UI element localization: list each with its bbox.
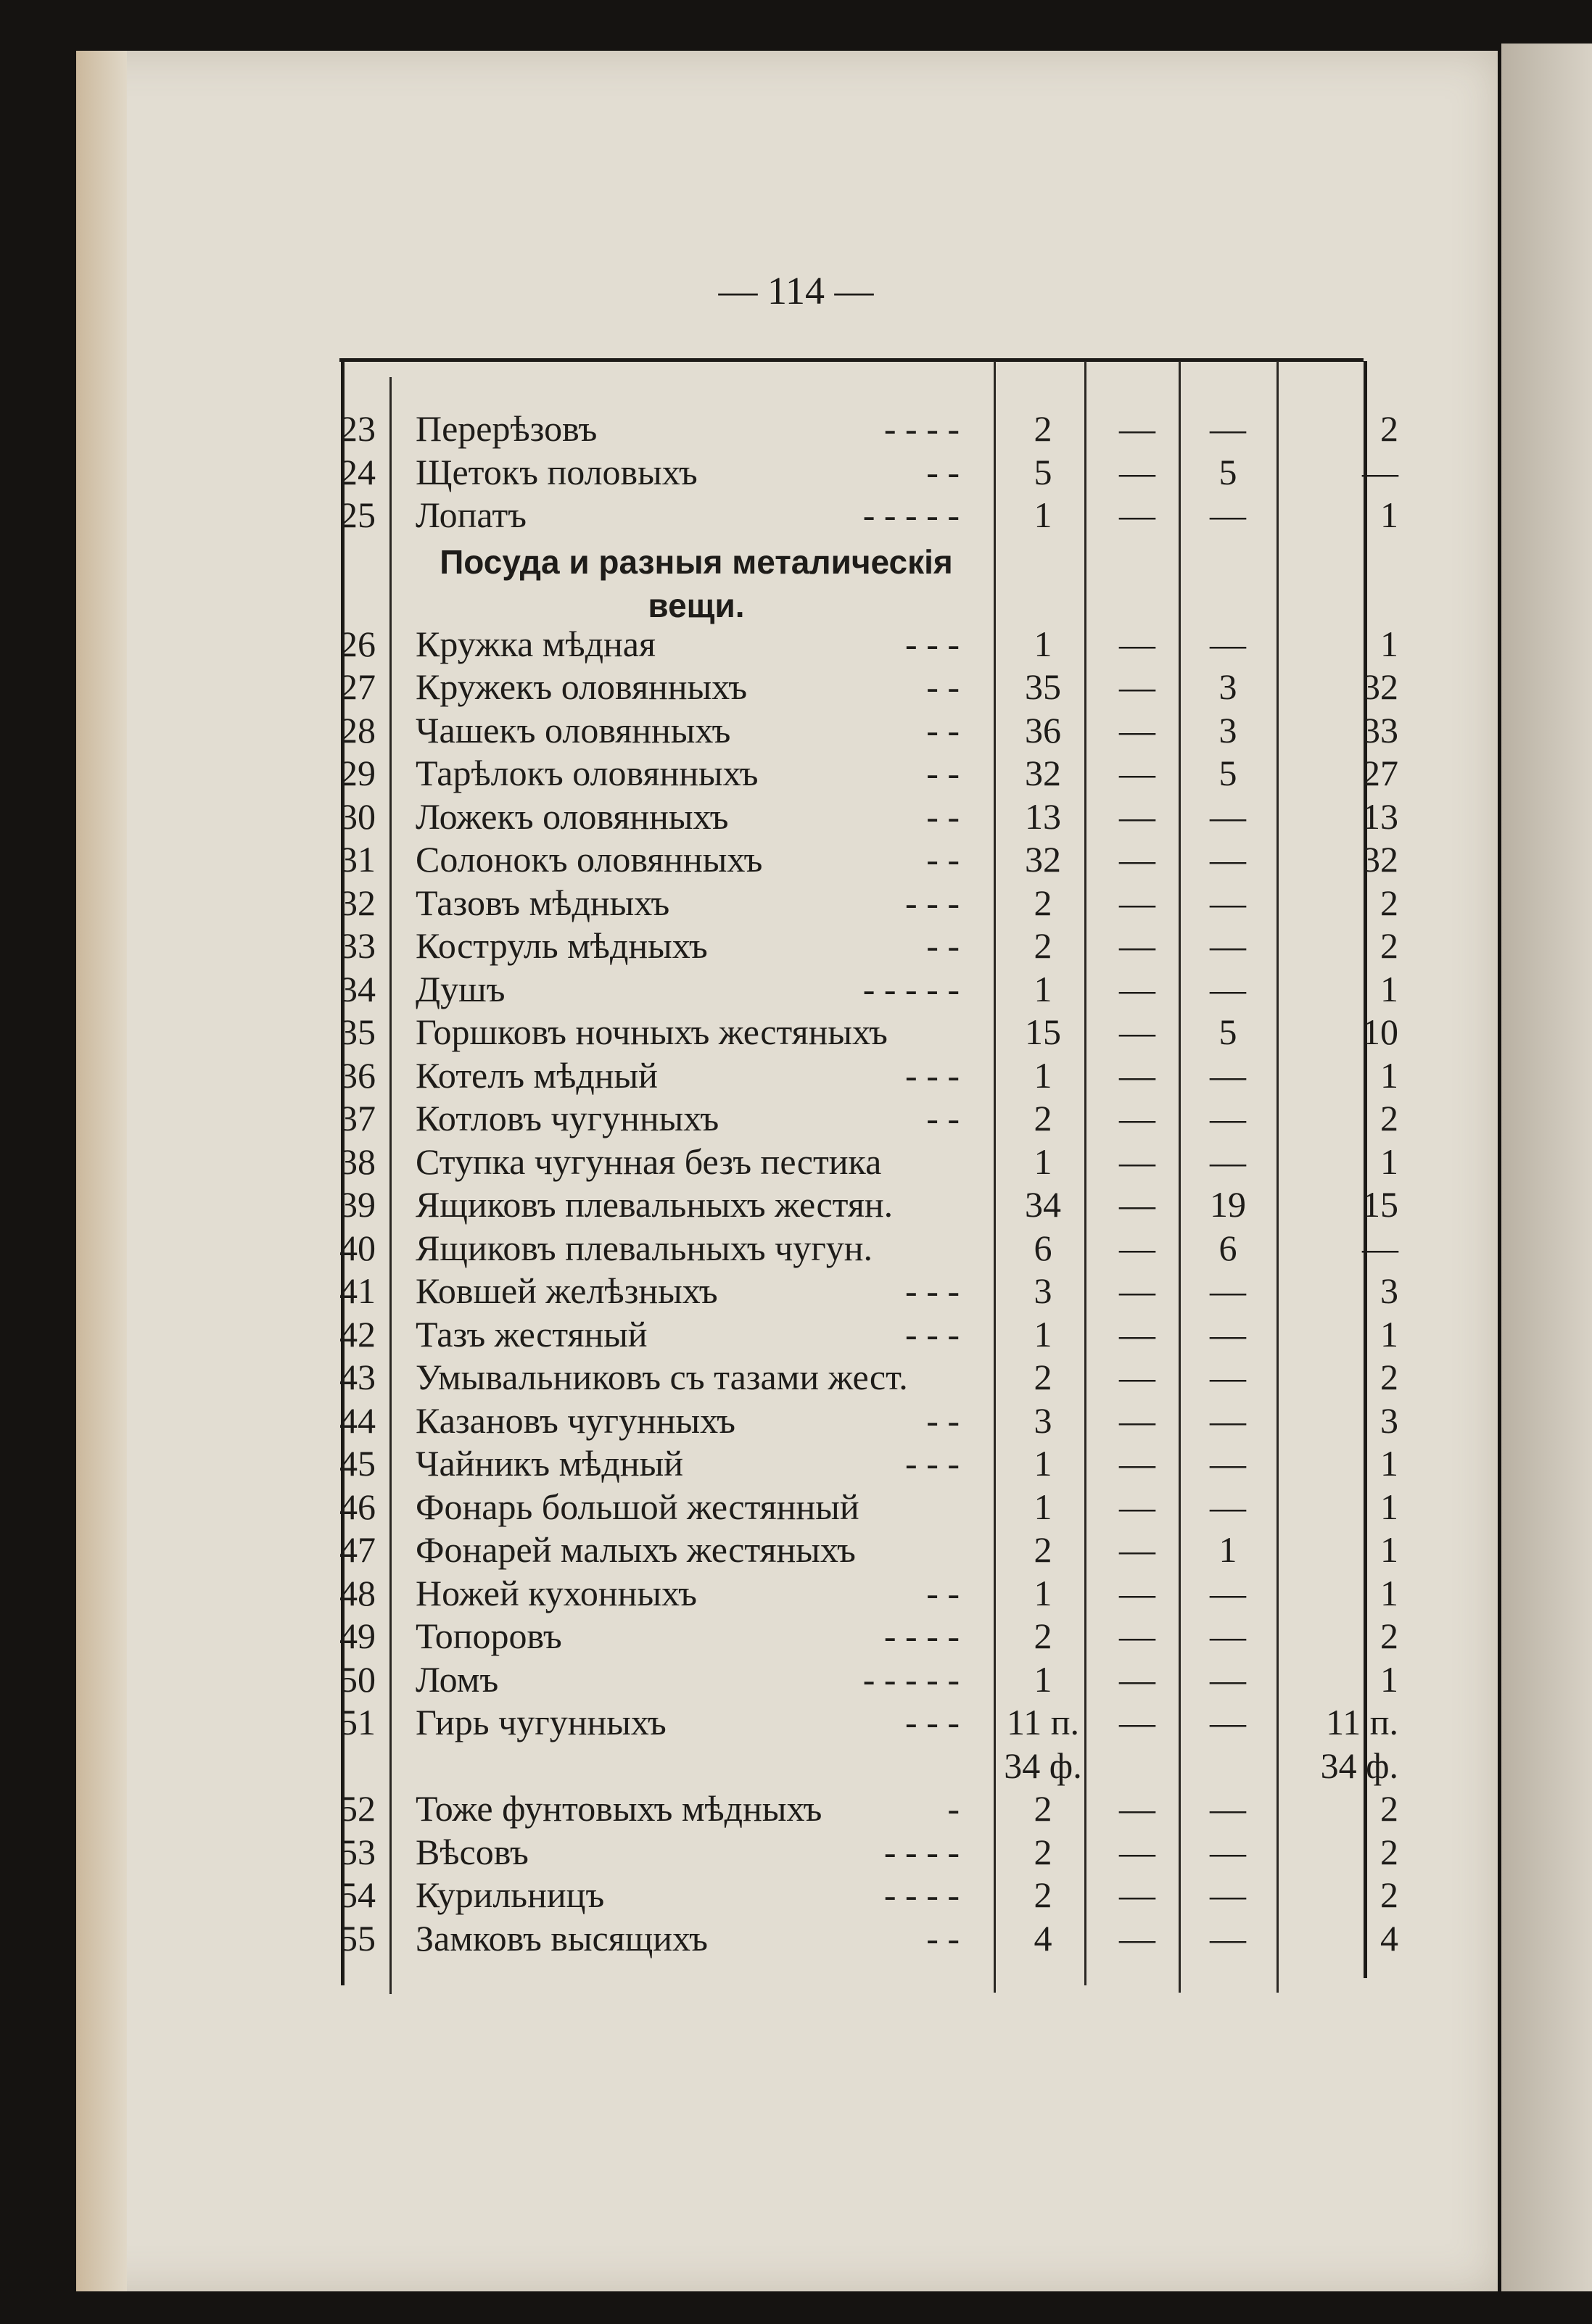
qty-col3: 5: [1218, 1012, 1237, 1052]
qty-remaining: 34 ф.: [1320, 1745, 1398, 1786]
leader-dashes: - - - - -: [862, 1658, 960, 1700]
leader-dashes: - -: [926, 795, 960, 837]
qty-remaining: 3: [1380, 1399, 1398, 1441]
table-row: [339, 1787, 1398, 1829]
qty-total: 2: [1034, 1357, 1052, 1397]
item-name: Кружекъ оловянныхъ: [416, 666, 748, 707]
qty-col3: —: [1210, 1141, 1246, 1182]
qty-col3: —: [1210, 925, 1246, 966]
row-number: 45: [339, 1443, 376, 1484]
qty-col3: —: [1210, 1658, 1246, 1700]
table-row: [339, 1529, 1398, 1571]
row-number: 30: [339, 795, 376, 837]
row-number: 24: [339, 451, 376, 492]
qty-total: 2: [1034, 1098, 1052, 1138]
qty-total: 1: [1034, 1054, 1052, 1096]
row-number: 50: [339, 1658, 376, 1700]
leader-dashes: - -: [926, 925, 960, 966]
table-row: [339, 1442, 1398, 1484]
qty-col3: —: [1210, 1399, 1246, 1441]
qty-col2: —: [1119, 1098, 1155, 1138]
leader-dashes: - -: [926, 666, 960, 707]
qty-remaining: 1: [1380, 1443, 1398, 1484]
qty-total: 3: [1034, 1399, 1052, 1441]
qty-col2: —: [1119, 1054, 1155, 1096]
table-row: [339, 1658, 1398, 1700]
qty-total: 1: [1034, 1141, 1052, 1182]
qty-col3: —: [1210, 1313, 1246, 1355]
qty-col3: —: [1210, 408, 1246, 449]
qty-remaining: 2: [1380, 1831, 1398, 1872]
item-name: Ящиковъ плевальныхъ жестян.: [416, 1184, 894, 1225]
qty-total: 4: [1034, 1917, 1052, 1959]
row-number: 55: [339, 1917, 376, 1959]
item-name: Фонарь большой жестянный: [416, 1486, 859, 1527]
table-row: [339, 1745, 1398, 1787]
row-number: 49: [339, 1616, 376, 1656]
table-row: [339, 1313, 1398, 1355]
qty-remaining: 1: [1380, 1529, 1398, 1570]
table-row: [339, 795, 1398, 838]
item-name: Топоровъ: [416, 1616, 562, 1656]
qty-remaining: 1: [1380, 1313, 1398, 1355]
leader-dashes: - -: [926, 1917, 960, 1959]
row-number: 36: [339, 1054, 376, 1096]
qty-total: 2: [1034, 925, 1052, 966]
qty-remaining: 33: [1362, 709, 1398, 750]
leader-dashes: - -: [926, 839, 960, 880]
table-row: [339, 1141, 1398, 1183]
qty-col2: —: [1119, 795, 1155, 837]
leader-dashes: - - -: [905, 1270, 960, 1311]
qty-remaining: 10: [1362, 1012, 1398, 1052]
qty-col3: —: [1210, 795, 1246, 837]
qty-total: 2: [1034, 1831, 1052, 1872]
qty-remaining: 1: [1380, 1486, 1398, 1527]
qty-col2: —: [1119, 1788, 1155, 1829]
qty-total: 1: [1034, 1313, 1052, 1355]
qty-remaining: —: [1362, 1227, 1398, 1268]
qty-remaining: 2: [1380, 1788, 1398, 1829]
row-number: 34: [339, 968, 376, 1009]
qty-col3: —: [1210, 623, 1246, 664]
table-row: [339, 1356, 1398, 1398]
table-row: [339, 1874, 1398, 1916]
qty-col2: —: [1119, 1227, 1155, 1268]
qty-total: 11 п.: [1007, 1702, 1079, 1742]
qty-total: 32: [1025, 753, 1061, 793]
leader-dashes: - -: [926, 1399, 960, 1441]
qty-remaining: 1: [1380, 623, 1398, 664]
item-name: Ломъ: [416, 1658, 499, 1700]
table-row: [339, 925, 1398, 967]
item-name: Тазовъ мѣдныхъ: [416, 882, 670, 923]
qty-total: 2: [1034, 1874, 1052, 1915]
qty-col2: —: [1119, 1529, 1155, 1570]
qty-remaining: 2: [1380, 1874, 1398, 1915]
qty-remaining: 1: [1380, 1141, 1398, 1182]
qty-total: 1: [1034, 1443, 1052, 1484]
row-number: 54: [339, 1874, 376, 1915]
qty-col2: —: [1119, 709, 1155, 750]
table-row: [339, 666, 1398, 708]
item-name: Тазъ жестяный: [416, 1313, 648, 1355]
row-number: 23: [339, 408, 376, 449]
qty-total: 5: [1034, 451, 1052, 492]
qty-col3: 19: [1210, 1184, 1246, 1225]
leader-dashes: - - -: [905, 623, 960, 664]
qty-col2: —: [1119, 1443, 1155, 1484]
leader-dashes: -: [947, 1788, 960, 1829]
table-row: [339, 1270, 1398, 1312]
qty-col2: —: [1119, 1313, 1155, 1355]
qty-col3: 1: [1218, 1529, 1237, 1570]
item-name: Щетокъ половыхъ: [416, 451, 698, 492]
qty-col2: —: [1119, 1141, 1155, 1182]
qty-col2: —: [1119, 1486, 1155, 1527]
leader-dashes: - -: [926, 1572, 960, 1613]
qty-col3: 5: [1218, 753, 1237, 793]
qty-total: 2: [1034, 882, 1052, 923]
qty-col2: —: [1119, 495, 1155, 535]
row-number: 48: [339, 1572, 376, 1613]
item-name: Ножей кухонныхъ: [416, 1572, 697, 1613]
qty-total: 6: [1034, 1227, 1052, 1268]
table-row: [339, 1097, 1398, 1139]
qty-col3: —: [1210, 495, 1246, 535]
qty-col2: —: [1119, 1012, 1155, 1052]
leader-dashes: - -: [926, 451, 960, 492]
item-name: Тоже фунтовыхъ мѣдныхъ: [416, 1788, 822, 1829]
table-row: [339, 1615, 1398, 1657]
qty-total: 15: [1025, 1012, 1061, 1052]
item-name: Чашекъ оловянныхъ: [416, 709, 731, 750]
qty-total: 35: [1025, 666, 1061, 707]
item-name: Солонокъ оловянныхъ: [416, 839, 763, 880]
qty-col3: —: [1210, 1702, 1246, 1742]
item-name: Гирь чугунныхъ: [416, 1702, 667, 1742]
leader-dashes: - - - - -: [862, 495, 960, 535]
qty-col3: —: [1210, 1098, 1246, 1138]
qty-total: 2: [1034, 1616, 1052, 1656]
qty-remaining: 1: [1380, 1658, 1398, 1700]
row-number: 51: [339, 1702, 376, 1742]
qty-remaining: 11 п.: [1326, 1702, 1398, 1742]
table-row: [339, 494, 1398, 536]
row-number: 42: [339, 1313, 376, 1355]
qty-col3: 3: [1218, 666, 1237, 707]
item-name: Ложекъ оловянныхъ: [416, 795, 729, 837]
qty-col3: —: [1210, 1831, 1246, 1872]
row-number: 37: [339, 1098, 376, 1138]
qty-total: 2: [1034, 1529, 1052, 1570]
item-name: Курильницъ: [416, 1874, 605, 1915]
qty-total: 1: [1034, 1658, 1052, 1700]
qty-total: 1: [1034, 495, 1052, 535]
qty-total: 3: [1034, 1270, 1052, 1311]
item-name: Казановъ чугунныхъ: [416, 1399, 736, 1441]
qty-remaining: 4: [1380, 1917, 1398, 1959]
item-name: Котловъ чугунныхъ: [416, 1098, 719, 1138]
row-number: 40: [339, 1227, 376, 1268]
qty-total: 1: [1034, 1572, 1052, 1613]
table-row: [339, 1831, 1398, 1873]
row-number: 28: [339, 709, 376, 750]
leader-dashes: - -: [926, 1098, 960, 1138]
qty-col2: —: [1119, 1658, 1155, 1700]
table-row: [339, 1399, 1398, 1442]
qty-total: 34 ф.: [1004, 1745, 1082, 1786]
page-number: — 114 —: [718, 269, 874, 313]
leader-dashes: - - -: [905, 1702, 960, 1742]
item-name: Ступка чугунная безъ пестика: [416, 1141, 882, 1182]
row-number: 38: [339, 1141, 376, 1182]
qty-total: 13: [1025, 795, 1061, 837]
leader-dashes: - - - -: [883, 408, 960, 449]
qty-remaining: 1: [1380, 495, 1398, 535]
leader-dashes: - - -: [905, 1313, 960, 1355]
item-name: Лопатъ: [416, 495, 527, 535]
leader-dashes: - - - -: [883, 1616, 960, 1656]
item-name: Коструль мѣдныхъ: [416, 925, 708, 966]
table-row: [339, 968, 1398, 1010]
table-row: [339, 408, 1398, 450]
qty-col2: —: [1119, 1917, 1155, 1959]
table-row: [339, 752, 1398, 794]
qty-remaining: 2: [1380, 1098, 1398, 1138]
qty-col3: —: [1210, 1788, 1246, 1829]
qty-col3: —: [1210, 968, 1246, 1009]
qty-total: 2: [1034, 408, 1052, 449]
section-heading: Посуда и разныя металическія вещи.: [440, 543, 953, 624]
qty-col2: —: [1119, 1399, 1155, 1441]
qty-col2: —: [1119, 1702, 1155, 1742]
table-row: [339, 1054, 1398, 1096]
qty-remaining: 15: [1362, 1184, 1398, 1225]
table-row: [339, 1486, 1398, 1528]
qty-total: 34: [1025, 1184, 1061, 1225]
qty-col3: —: [1210, 1917, 1246, 1959]
qty-col3: —: [1210, 1270, 1246, 1311]
qty-total: 36: [1025, 709, 1061, 750]
row-number: 44: [339, 1399, 376, 1441]
qty-col3: —: [1210, 839, 1246, 880]
qty-remaining: 2: [1380, 1357, 1398, 1397]
table-row: [339, 1227, 1398, 1269]
row-number: 27: [339, 666, 376, 707]
row-number: 41: [339, 1270, 376, 1311]
row-number: 53: [339, 1831, 376, 1872]
qty-remaining: 2: [1380, 925, 1398, 966]
qty-remaining: 1: [1380, 968, 1398, 1009]
qty-total: 1: [1034, 1486, 1052, 1527]
table-row: [339, 1011, 1398, 1053]
item-name: Тарѣлокъ оловянныхъ: [416, 753, 759, 793]
item-name: Чайникъ мѣдный: [416, 1443, 683, 1484]
qty-col2: —: [1119, 839, 1155, 880]
row-number: 33: [339, 925, 376, 966]
qty-total: 1: [1034, 623, 1052, 664]
qty-col3: —: [1210, 882, 1246, 923]
item-name: Замковъ высящихъ: [416, 1917, 708, 1959]
leader-dashes: - - - - -: [862, 968, 960, 1009]
item-name: Душъ: [416, 968, 506, 1009]
qty-remaining: 3: [1380, 1270, 1398, 1311]
qty-col3: —: [1210, 1616, 1246, 1656]
qty-col3: —: [1210, 1486, 1246, 1527]
item-name: Кружка мѣдная: [416, 623, 656, 664]
qty-col2: —: [1119, 925, 1155, 966]
leader-dashes: - - - -: [883, 1831, 960, 1872]
row-number: 31: [339, 839, 376, 880]
row-number: 46: [339, 1486, 376, 1527]
qty-col2: —: [1119, 1572, 1155, 1613]
leader-dashes: - - -: [905, 882, 960, 923]
item-name: Умывальниковъ съ тазами жест.: [416, 1357, 908, 1397]
item-name: Котелъ мѣдный: [416, 1054, 658, 1096]
qty-col2: —: [1119, 753, 1155, 793]
row-number: 35: [339, 1012, 376, 1052]
row-number: 52: [339, 1788, 376, 1829]
qty-col3: —: [1210, 1357, 1246, 1397]
qty-col2: —: [1119, 623, 1155, 664]
qty-col2: —: [1119, 1357, 1155, 1397]
qty-col2: —: [1119, 882, 1155, 923]
table-row: [339, 1701, 1398, 1743]
qty-col2: —: [1119, 451, 1155, 492]
row-number: 43: [339, 1357, 376, 1397]
qty-remaining: —: [1362, 451, 1398, 492]
table-row: [339, 623, 1398, 665]
qty-remaining: 2: [1380, 408, 1398, 449]
leader-dashes: - - -: [905, 1443, 960, 1484]
qty-col2: —: [1119, 1184, 1155, 1225]
qty-total: 32: [1025, 839, 1061, 880]
row-number: 39: [339, 1184, 376, 1225]
qty-col2: —: [1119, 1616, 1155, 1656]
qty-col2: —: [1119, 408, 1155, 449]
row-number: 32: [339, 882, 376, 923]
qty-col3: 5: [1218, 451, 1237, 492]
qty-col3: 6: [1218, 1227, 1237, 1268]
table-row: [339, 1183, 1398, 1225]
leader-dashes: - -: [926, 709, 960, 750]
qty-remaining: 13: [1362, 795, 1398, 837]
item-name: Фонарей малыхъ жестяныхъ: [416, 1529, 856, 1570]
qty-col3: —: [1210, 1054, 1246, 1096]
qty-total: 2: [1034, 1788, 1052, 1829]
qty-remaining: 2: [1380, 1616, 1398, 1656]
table-row: [339, 1572, 1398, 1614]
qty-remaining: 1: [1380, 1572, 1398, 1613]
row-number: 25: [339, 495, 376, 535]
qty-col3: —: [1210, 1874, 1246, 1915]
table-row: [339, 451, 1398, 493]
item-name: Вѣсовъ: [416, 1831, 529, 1872]
qty-col2: —: [1119, 1874, 1155, 1915]
qty-remaining: 27: [1362, 753, 1398, 793]
table-row: [339, 709, 1398, 751]
table-row: [339, 882, 1398, 924]
qty-col2: —: [1119, 968, 1155, 1009]
leader-dashes: - - -: [905, 1054, 960, 1096]
qty-remaining: 32: [1362, 839, 1398, 880]
leader-dashes: - -: [926, 753, 960, 793]
item-name: Перерѣзовъ: [416, 408, 598, 449]
qty-col3: 3: [1218, 709, 1237, 750]
row-number: 47: [339, 1529, 376, 1570]
table-row: [339, 838, 1398, 880]
qty-col3: —: [1210, 1443, 1246, 1484]
item-name: Ящиковъ плевальныхъ чугун.: [416, 1227, 873, 1268]
qty-total: 1: [1034, 968, 1052, 1009]
qty-col2: —: [1119, 1831, 1155, 1872]
qty-remaining: 2: [1380, 882, 1398, 923]
table-row: [339, 1917, 1398, 1959]
item-name: Ковшей желѣзныхъ: [416, 1270, 718, 1311]
row-number: 29: [339, 753, 376, 793]
qty-col2: —: [1119, 666, 1155, 707]
qty-remaining: 1: [1380, 1054, 1398, 1096]
item-name: Горшковъ ночныхъ жестяныхъ: [416, 1012, 888, 1052]
qty-col3: —: [1210, 1572, 1246, 1613]
qty-remaining: 32: [1362, 666, 1398, 707]
qty-col2: —: [1119, 1270, 1155, 1311]
row-number: 26: [339, 623, 376, 664]
leader-dashes: - - - -: [883, 1874, 960, 1915]
